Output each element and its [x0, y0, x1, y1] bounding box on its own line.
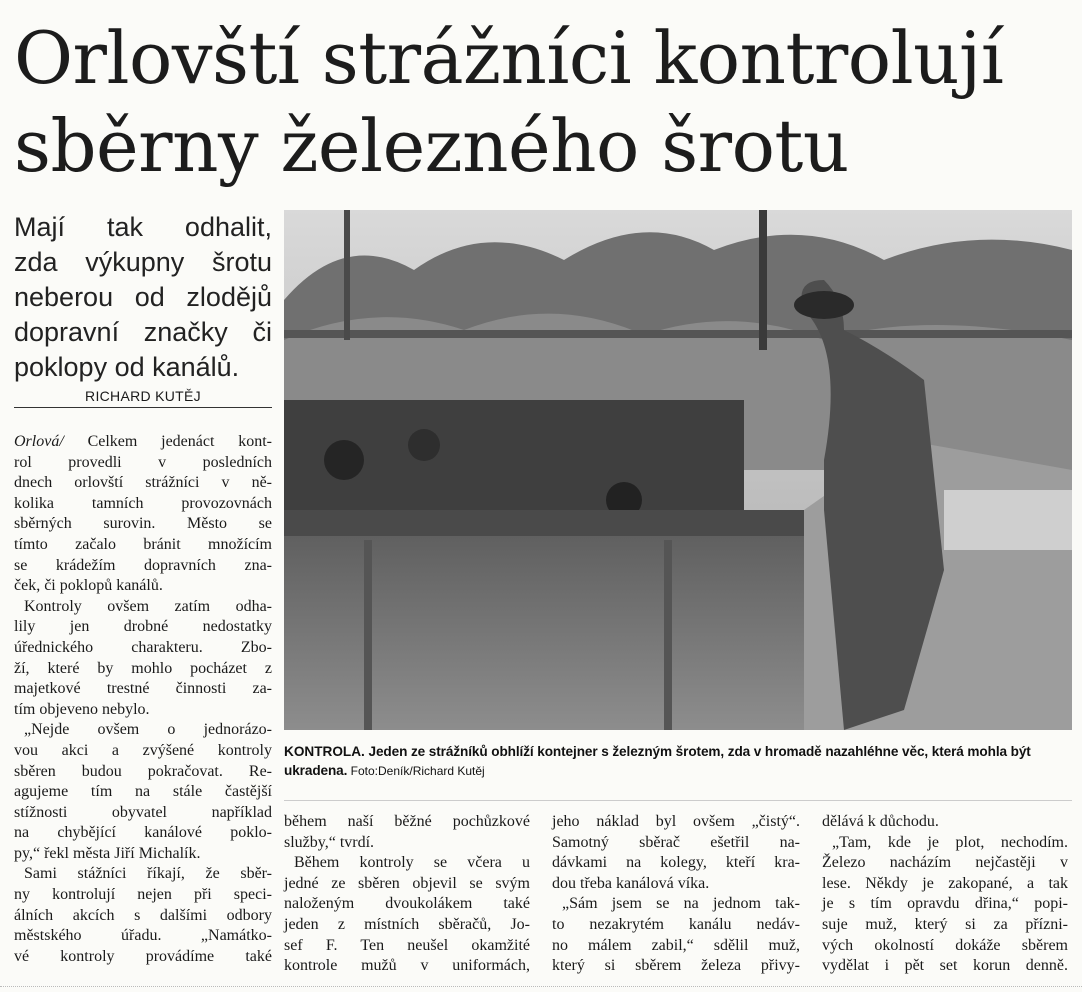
headline [14, 14, 1074, 190]
text-line: Orlová/ Celkem jedenáct kont- [14, 433, 272, 450]
text-line: je s tím opravdu dřina,“ popi- [822, 895, 1068, 913]
text-line: který si sběrem železa přivy- [552, 957, 800, 975]
text-line: na chybějící kanálové poklo- [14, 824, 272, 842]
text-line: majetkové trestné činnosti za- [14, 680, 272, 698]
byline: RICHARD KUTĚJ [14, 388, 272, 408]
text-line: rol provedli v posledních [14, 453, 272, 471]
text-line: stížnosti obyvatel například [14, 803, 272, 821]
text-line: služby,“ tvrdí. [284, 833, 375, 851]
article-column-4 [822, 812, 1068, 977]
text-line: ček, či poklopů kanálů. [14, 577, 163, 595]
deck-line: poklopy od kanálů. [14, 352, 240, 382]
text-line: sběrných surovin. Město se [14, 515, 272, 533]
headline-line-1: Orlovští strážníci kontrolují [14, 16, 1004, 100]
text-line: tím objeveno nebylo. [14, 700, 150, 718]
text-line: vé kontroly provádíme také [14, 947, 272, 965]
article-column-3 [552, 812, 800, 977]
caption-label: KONTROLA. [284, 744, 365, 759]
text-line: Železo nacházím nejčastěji v [822, 854, 1068, 872]
deck-line: Mají tak odhalit, [14, 212, 272, 242]
text-line: Sami stážníci říkají, že sběr- [24, 865, 272, 883]
text-line: suje muž, který si za přízni- [822, 915, 1068, 933]
text-line: vých okolností dokáže sběrem [822, 936, 1068, 954]
text-line: „Tam, kde je plot, nechodím. [832, 833, 1068, 851]
page-bottom-rule [0, 986, 1082, 987]
text-line: „Nejde ovšem o jednorázo- [24, 721, 272, 739]
text-line: to nezakrytém kanálu nedáv- [552, 915, 800, 933]
text-line: sef F. Ten neušel okamžité [284, 936, 530, 954]
text-line: Samotný sběrač ešetřil na- [552, 833, 800, 851]
photo-caption [284, 742, 1074, 781]
text-line: jeden z místních sběračů, Jo- [284, 915, 530, 933]
deck-subheadline [14, 210, 272, 385]
caption-text: Jeden ze strážníků obhlíží kontejner s železným šrotem, zda v hromadě nazahléhne věc, která mohla být ukradena. [284, 744, 1031, 778]
text-line: no málem zabil,“ sdělil muž, [552, 936, 800, 954]
text-line: tímto začalo bránit množícím [14, 535, 272, 553]
text-line: městského úřadu. „Namátko- [14, 927, 272, 945]
deck-line: dopravní značky či [14, 317, 272, 347]
text-line: agujeme tím na stále častější [14, 783, 272, 801]
divider [284, 800, 1072, 801]
text-line: úřednického charakteru. Zbo- [14, 638, 272, 656]
news-photo [284, 210, 1072, 730]
text-line: sběren budou pokračovat. Re- [14, 762, 272, 780]
photo-credit: Foto:Deník/Richard Kutěj [347, 764, 485, 778]
text-line: Během kontroly se včera u [294, 854, 530, 872]
text-line: jeho náklad byl ovšem „čistý“. [552, 813, 800, 830]
text-line: vou akci a zvýšené kontroly [14, 741, 272, 759]
text-line: vydělat i pět set korun denně. [822, 957, 1068, 975]
text-line: dávkami na kolegy, kteří kra- [552, 854, 800, 872]
text-line: kolika tamních provozovnách [14, 494, 272, 512]
text-line: álních akcích s dalšími odbory [14, 906, 272, 924]
text-line: ny kontrolují nejen při speci- [14, 886, 272, 904]
text-line: jedné ze sběren objevil se svým [284, 874, 530, 892]
text-line: se krádežím dopravních zna- [14, 556, 272, 574]
text-line: kontrole mužů v uniformách, [284, 957, 530, 975]
deck-line: zda výkupny šrotu [14, 247, 272, 277]
article-column-1 [14, 432, 272, 967]
headline-line-2: sběrny železného šrotu [14, 104, 849, 188]
text-line: dou třeba kanálová víka. [552, 874, 710, 892]
text-line: naloženým dvoukolákem také [284, 895, 530, 913]
article-column-2 [284, 812, 530, 977]
text-line: lese. Někdy je zakopané, a tak [822, 874, 1068, 892]
text-line: dělává k důchodu. [822, 813, 939, 830]
text-line: ží, které by mohlo pocházet z [14, 659, 272, 677]
text-line: „Sám jsem se na jednom tak- [562, 895, 800, 913]
dateline: Orlová/ [14, 433, 64, 450]
text-line: dnech orlovští strážníci v ně- [14, 474, 272, 492]
text-line: během naší běžné pochůzkové [284, 813, 530, 830]
text-line: Kontroly ovšem zatím odha- [24, 597, 272, 615]
text-line: lily jen drobné nedostatky [14, 618, 272, 636]
deck-line: neberou od zlodějů [14, 282, 272, 312]
text-line: py,“ řekl města Jiří Michalík. [14, 844, 201, 862]
